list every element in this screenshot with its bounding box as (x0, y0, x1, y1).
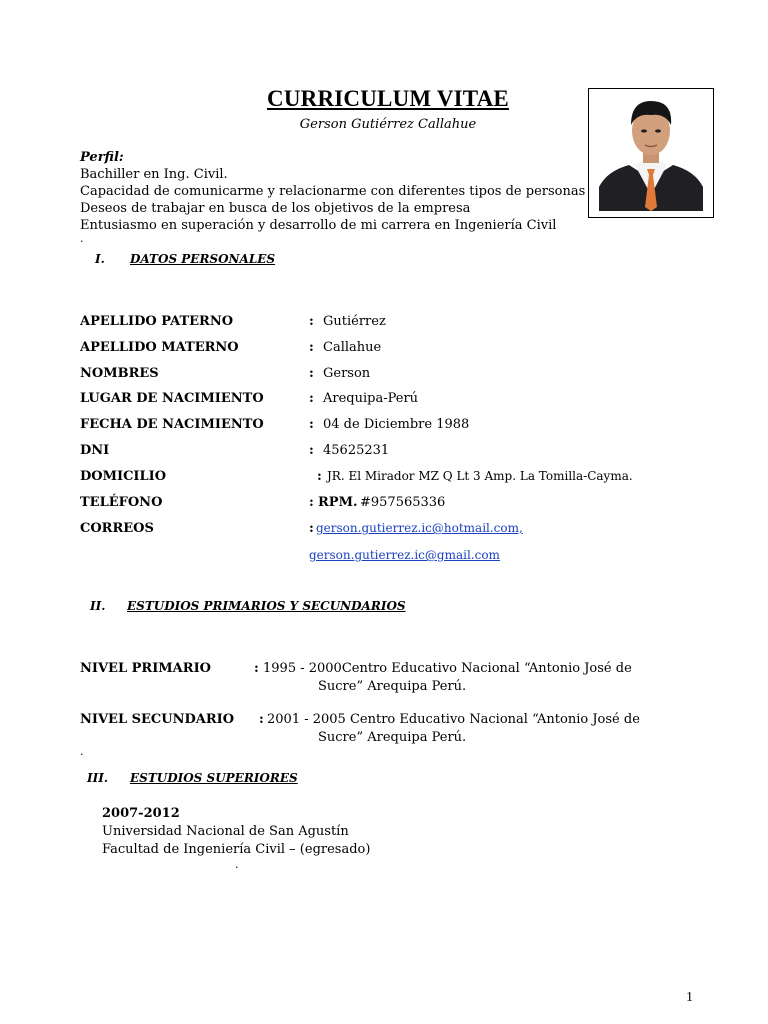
field-label: APELLIDO MATERNO (80, 340, 239, 355)
school-detail: 1995 - 2000Centro Educativo Nacional “Antonio José de (263, 661, 632, 676)
bullet-dot: . (80, 745, 84, 758)
field-colon: : (309, 366, 314, 381)
field-colon: : (309, 521, 314, 536)
field-colon: : (254, 661, 259, 676)
section-title-schooling: ESTUDIOS PRIMARIOS Y SECUNDARIOS (127, 599, 406, 613)
study-years: 2007-2012 (102, 806, 180, 821)
field-value: 04 de Diciembre 1988 (323, 417, 470, 432)
field-label: TELÉFONO (80, 495, 163, 510)
field-value: Callahue (323, 340, 382, 355)
section-title-higher: ESTUDIOS SUPERIORES (130, 771, 298, 785)
school-detail: Sucre” Arequipa Perú. (318, 730, 467, 745)
field-colon: : (309, 417, 314, 432)
field-label: NOMBRES (80, 366, 159, 381)
school-detail: 2001 - 2005 Centro Educativo Nacional “Antonio José de (267, 712, 640, 727)
phone-prefix: RPM. (318, 495, 358, 510)
profile-photo (588, 88, 714, 218)
field-label: NIVEL SECUNDARIO (80, 712, 235, 727)
field-value: JR. El Mirador MZ Q Lt 3 Amp. La Tomilla-Cayma. (327, 469, 633, 483)
candidate-name: Gerson Gutiérrez Callahue (299, 117, 477, 132)
email-link[interactable]: gerson.gutierrez.ic@gmail.com (309, 548, 500, 562)
field-colon: : (309, 495, 314, 510)
page-number: 1 (686, 990, 693, 1005)
profile-line: Deseos de trabajar en busca de los objetivos de la empresa (80, 201, 471, 216)
section-title-personal: DATOS PERSONALES (130, 252, 276, 266)
bullet-dot: . (80, 232, 84, 245)
bullet-dot: . (235, 858, 239, 871)
field-label: NIVEL PRIMARIO (80, 661, 211, 676)
section-number: I. (95, 252, 105, 266)
field-colon: : (309, 314, 314, 329)
university-name: Universidad Nacional de San Agustín (102, 824, 349, 839)
faculty-name: Facultad de Ingeniería Civil – (egresado) (102, 842, 371, 857)
profile-line: Entusiasmo en superación y desarrollo de mi carrera en Ingeniería Civil (80, 218, 557, 233)
field-colon: : (309, 443, 314, 458)
field-value: Gerson (323, 366, 371, 381)
field-label: APELLIDO PATERNO (80, 314, 234, 329)
email-link[interactable]: gerson.gutierrez.ic@hotmail.com, (316, 521, 523, 535)
field-colon: : (259, 712, 264, 727)
profile-line: Bachiller en Ing. Civil. (80, 167, 228, 182)
field-label: LUGAR DE NACIMIENTO (80, 391, 264, 406)
page-title: CURRICULUM VITAE (267, 86, 509, 111)
field-label: DNI (80, 443, 110, 458)
field-value: Gutiérrez (323, 314, 386, 329)
portrait-image (599, 95, 703, 211)
profile-label: Perfil: (80, 150, 124, 165)
field-label: FECHA DE NACIMIENTO (80, 417, 264, 432)
field-colon: : (309, 391, 314, 406)
section-number: II. (90, 599, 106, 613)
field-value: 45625231 (323, 443, 390, 458)
field-colon: : (309, 340, 314, 355)
section-number: III. (87, 771, 109, 785)
field-label: DOMICILIO (80, 469, 167, 484)
field-value: #957565336 (360, 495, 446, 510)
field-label: CORREOS (80, 521, 154, 536)
school-detail: Sucre” Arequipa Perú. (318, 679, 467, 694)
field-value: Arequipa-Perú (323, 391, 419, 406)
profile-line: Capacidad de comunicarme y relacionarme con diferentes tipos de personas (80, 184, 586, 199)
field-colon: : (317, 469, 322, 484)
